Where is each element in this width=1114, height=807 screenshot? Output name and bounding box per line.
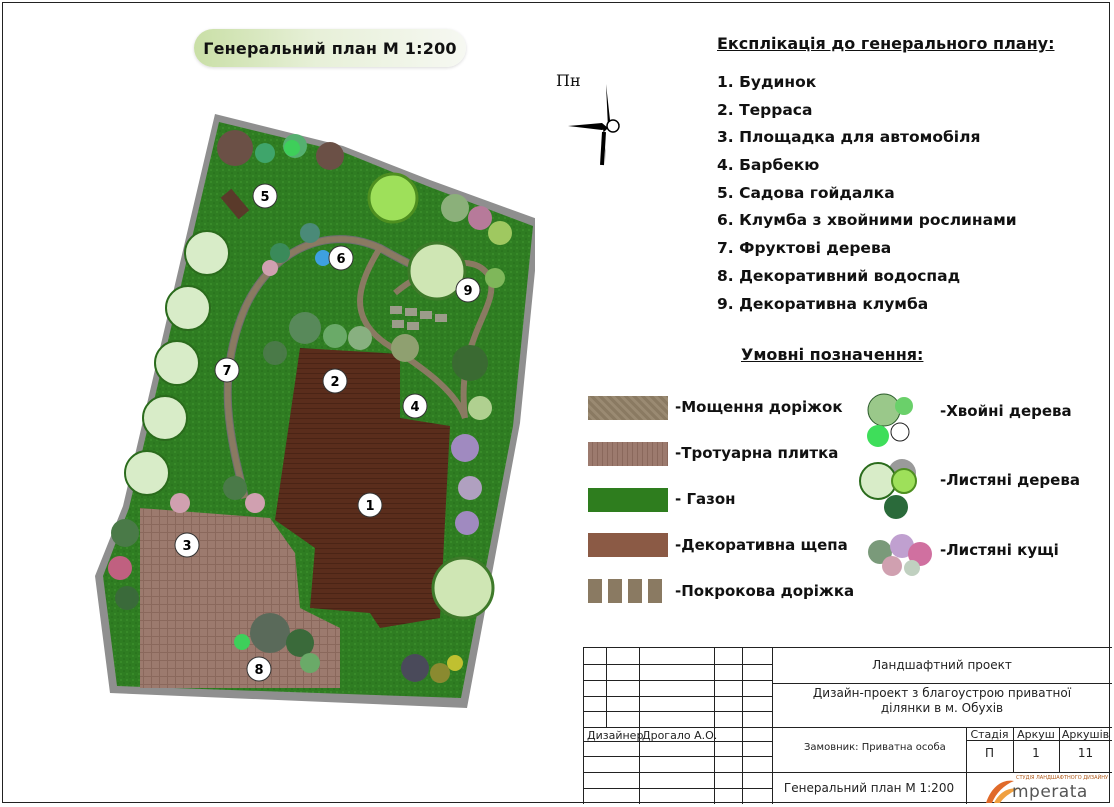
col-stage: Стадія: [970, 728, 1009, 741]
title-block: [583, 647, 1112, 804]
svg-text:2: 2: [330, 375, 340, 390]
legend-label-mulch: -Декоративна щепа: [675, 536, 848, 554]
swatch-mulch: [588, 533, 668, 557]
legend-label-paving-tiles: -Тротуарна плитка: [675, 444, 839, 462]
explication-item: 6. Клумба з хвойними рослинами: [717, 211, 1017, 230]
logo-wordmark: mperata: [1012, 782, 1088, 802]
sheets-value: 11: [1077, 746, 1094, 760]
deciduous-trees-icon: [858, 455, 926, 521]
explication-item: 3. Площадка для автомобіля: [717, 128, 981, 147]
legend-label-path-paving: -Мощення доріжок: [675, 398, 843, 416]
svg-text:6: 6: [336, 252, 346, 267]
north-label: Пн: [556, 71, 581, 90]
legend-label-deciduous: -Листяні дерева: [940, 471, 1080, 489]
project-desc-line2: ділянки в м. Обухів: [880, 701, 1004, 715]
swatch-path-paving: [588, 396, 668, 420]
marker-9: [456, 278, 480, 302]
explication-item: 4. Барбекю: [717, 156, 820, 175]
legend-label-conifers: -Хвойні дерева: [940, 402, 1072, 420]
client-label: Замовник: Приватна особа: [804, 742, 946, 753]
explication-list: [717, 72, 1017, 321]
north-arrow-icon: [568, 80, 638, 180]
swatch-stepping-path: [588, 579, 668, 603]
sheet-title: Генеральний план М 1:200: [783, 781, 955, 795]
svg-text:7: 7: [222, 364, 232, 379]
marker-2: [323, 369, 347, 393]
marker-1: [358, 493, 382, 517]
conifer-trees-icon: [856, 386, 924, 454]
swatch-paving-tiles: [588, 442, 668, 466]
marker-8: [247, 657, 271, 681]
logo-subtitle: СТУДІЯ ЛАНДШАФТНОГО ДИЗАЙНУ: [1016, 775, 1109, 781]
site-plan: [95, 108, 535, 708]
marker-3: [175, 533, 199, 557]
explication-item: 2. Терраса: [717, 100, 813, 119]
marker-4: [403, 394, 427, 418]
designer-name: Дрогало А.О.: [642, 729, 718, 742]
swatch-lawn: [588, 488, 668, 512]
project-type: Ландшафтний проект: [872, 658, 1012, 672]
explication-item: 9. Декоративна клумба: [717, 294, 929, 313]
svg-text:1: 1: [365, 499, 375, 514]
svg-text:3: 3: [182, 539, 192, 554]
svg-text:5: 5: [260, 190, 270, 205]
marker-5: [253, 184, 277, 208]
marker-7: [215, 358, 239, 382]
marker-6: [329, 246, 353, 270]
designer-label: Дизайнер: [587, 729, 644, 742]
legend-label-shrubs: -Листяні кущі: [940, 541, 1059, 559]
plan-title: Генеральний план М 1:200: [194, 29, 466, 67]
explication-item: 5. Садова гойдалка: [717, 183, 895, 202]
explication-item: 7. Фруктові дерева: [717, 239, 892, 258]
stage-value: П: [984, 746, 995, 760]
col-sheet: Аркуш: [1017, 728, 1055, 741]
explication-item: 1. Будинок: [717, 73, 817, 91]
legend-title: Умовні позначення:: [741, 345, 924, 364]
explication-title: Експлікація до генерального плану:: [717, 34, 1055, 53]
legend-label-stepping-path: -Покрокова доріжка: [675, 582, 855, 600]
svg-text:9: 9: [463, 284, 473, 299]
legend-label-lawn: - Газон: [675, 490, 736, 508]
deciduous-shrubs-icon: [864, 528, 940, 578]
svg-text:8: 8: [254, 663, 264, 678]
explication-item: 8. Декоративний водоспад: [717, 266, 961, 285]
project-desc-line1: Дизайн-проект з благоустрою приватної: [812, 686, 1072, 700]
sheet-value: 1: [1032, 746, 1040, 760]
svg-text:4: 4: [410, 400, 420, 415]
col-sheets: Аркушів: [1061, 728, 1110, 741]
